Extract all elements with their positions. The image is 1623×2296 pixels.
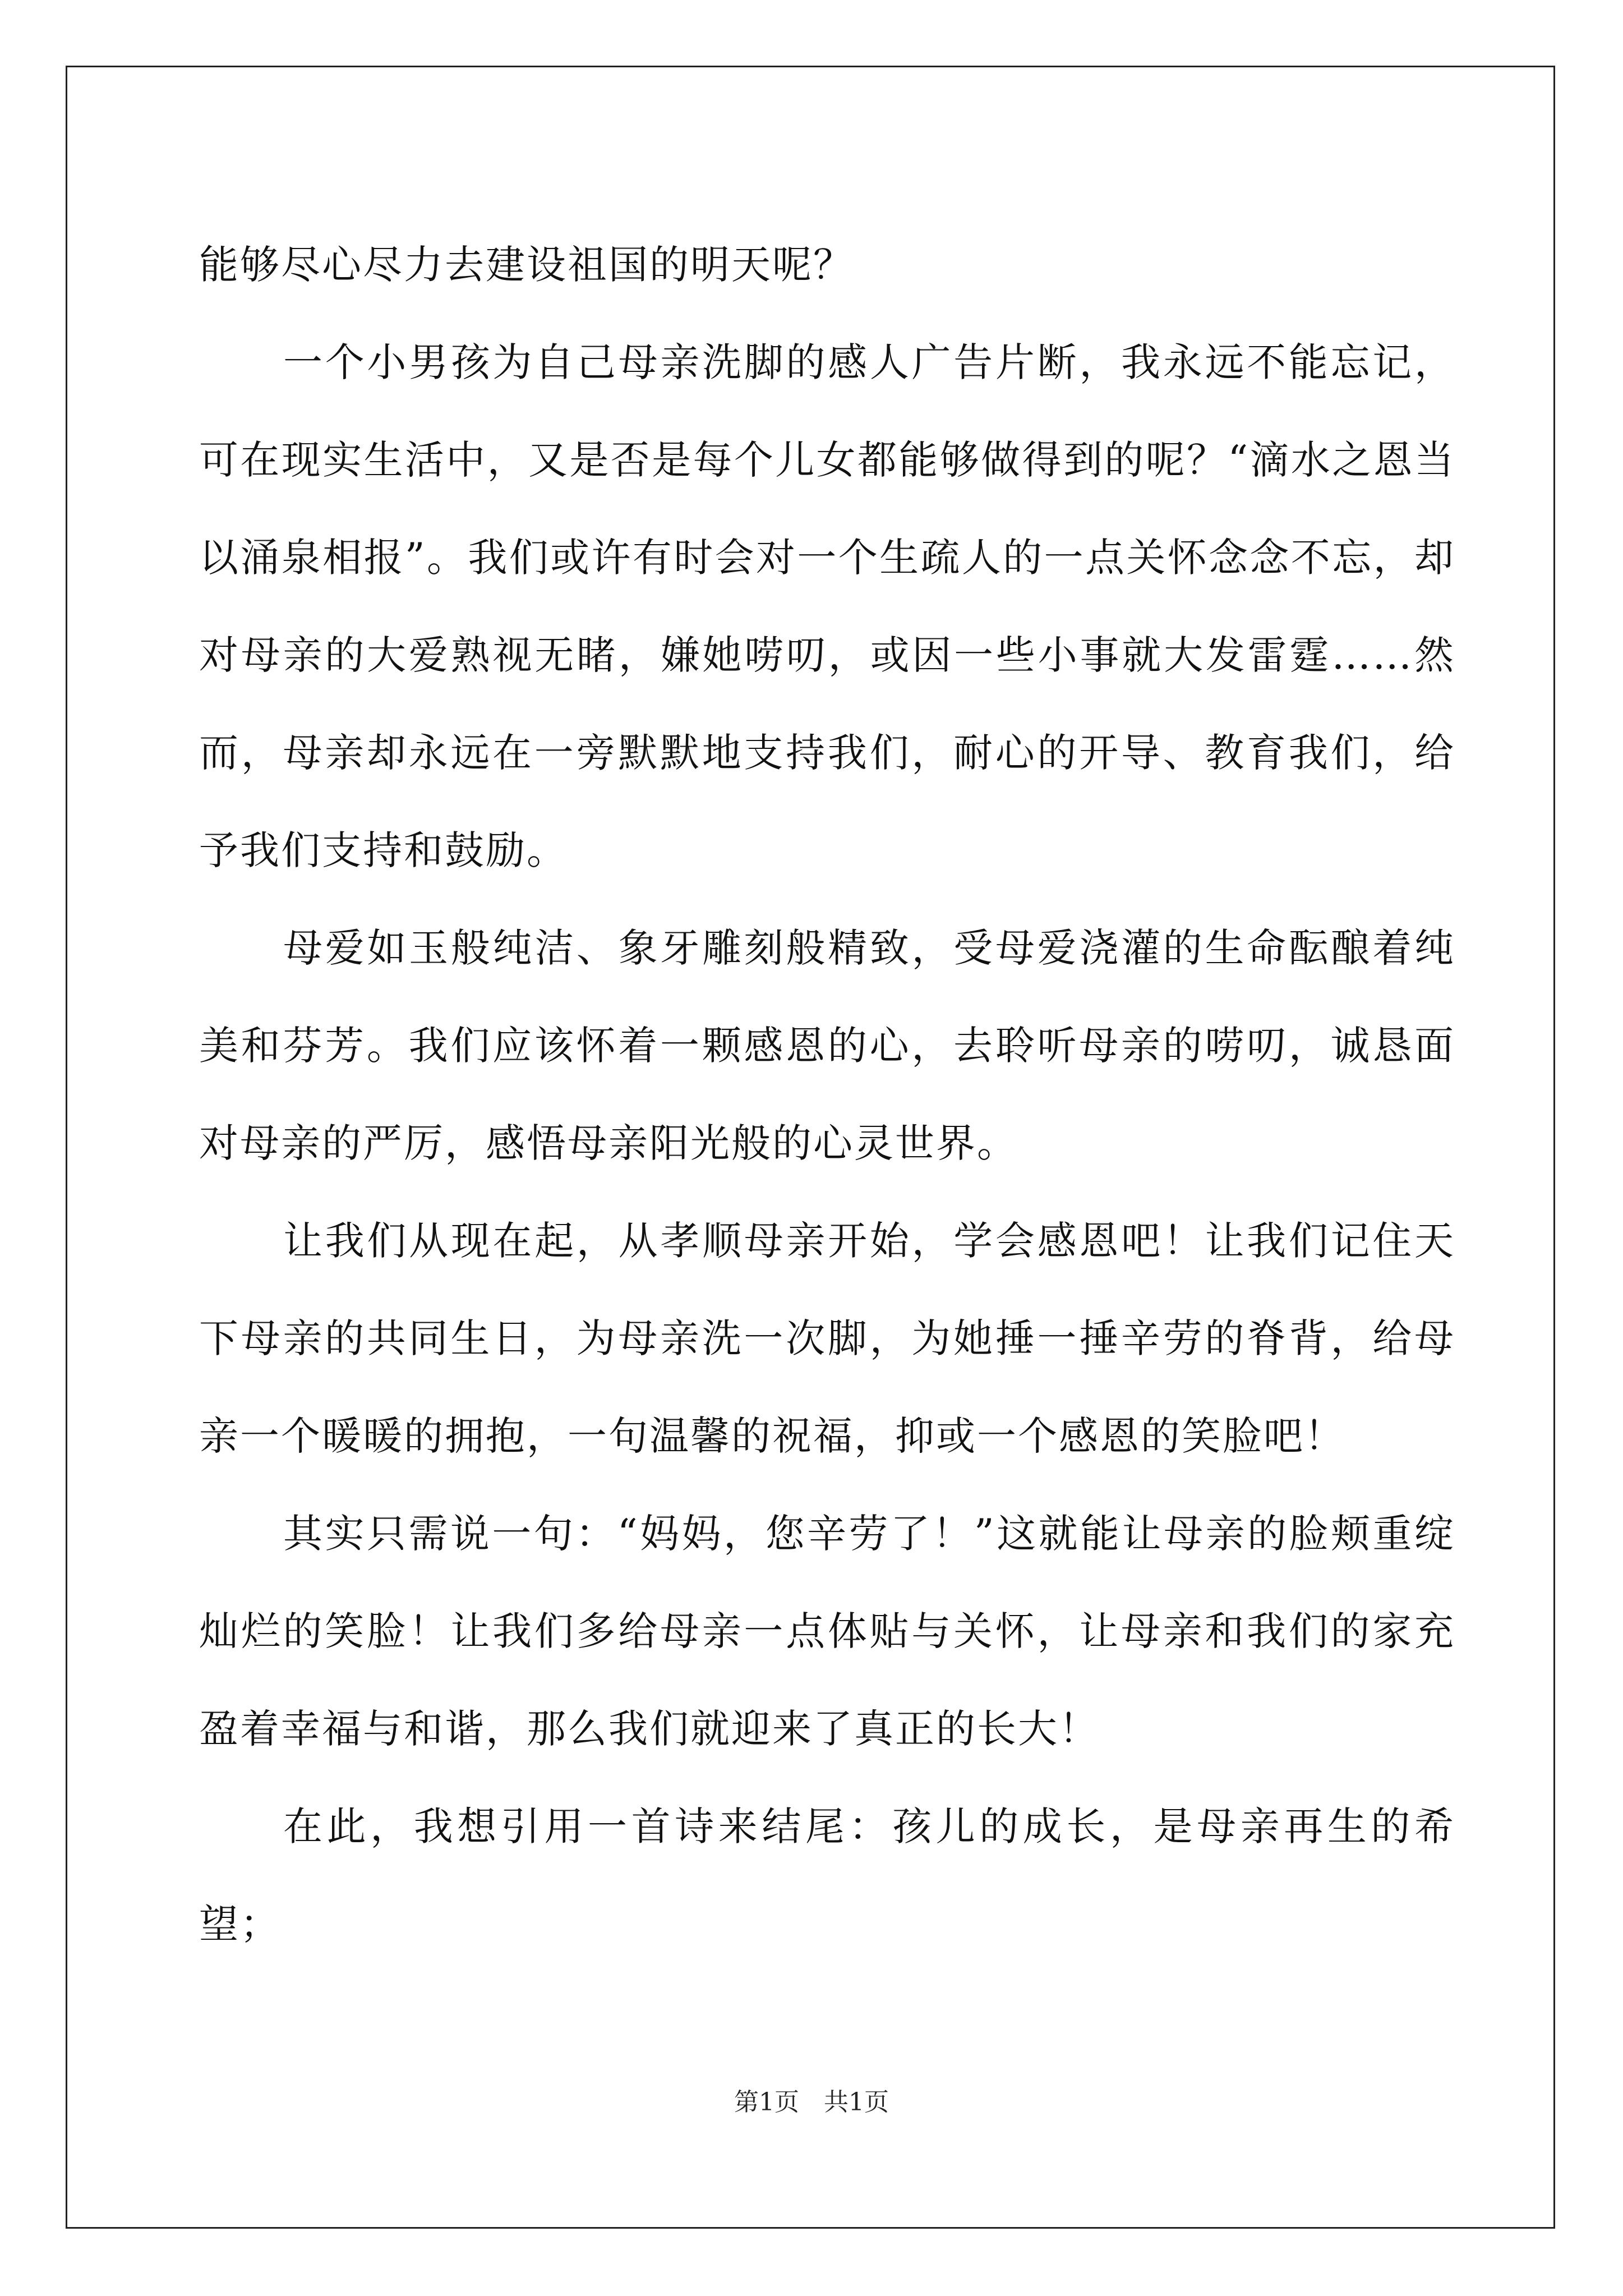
paragraph-1: 能够尽心尽力去建设祖国的明天呢？ [199, 242, 854, 288]
paragraph-4: 让我们从现在起，从孝顺母亲开始，学会感恩吧！让我们记住天下母亲的共同生日，为母亲洗一次脚，为她捶一捶辛劳的脊背，给母亲一个暖暖的拥抱，一句温馨的祝福，抑或一个感恩的笑脸吧！ [199, 1218, 1455, 1459]
paragraph-2: 一个小男孩为自己母亲洗脚的感人广告片断，我永远不能忘记，可在现实生活中，又是否是每个儿女都能够做得到的呢？“滴水之恩当以涌泉相报”。我们或许有时会对一个生疏人的一点关怀念念不忘，却对母亲的大爱熟视无睹，嫌她唠叨，或因一些小事就大发雷霆……然而，母亲却永远在一旁默默地支持我们，耐心的开导、教育我们，给予我们支持和鼓励。 [199, 339, 1455, 873]
document-body [199, 216, 1455, 1973]
paragraph-5: 其实只需说一句：“妈妈，您辛劳了！”这就能让母亲的脸颊重绽灿烂的笑脸！让我们多给母亲一点体贴与关怀，让母亲和我们的家充盈着幸福与和谐，那么我们就迎来了真正的长大！ [199, 1511, 1455, 1752]
page-footer: 第1页 共1页 [734, 2088, 889, 2116]
paragraph-3: 母爱如玉般纯洁、象牙雕刻般精致，受母爱浇灌的生命酝酿着纯美和芬芳。我们应该怀着一颗感恩的心，去聆听母亲的唠叨，诚恳面对母亲的严厉，感悟母亲阳光般的心灵世界。 [199, 925, 1455, 1166]
paragraph-6: 在此，我想引用一首诗来结尾：孩儿的成长，是母亲再生的希望； [199, 1803, 1455, 1947]
